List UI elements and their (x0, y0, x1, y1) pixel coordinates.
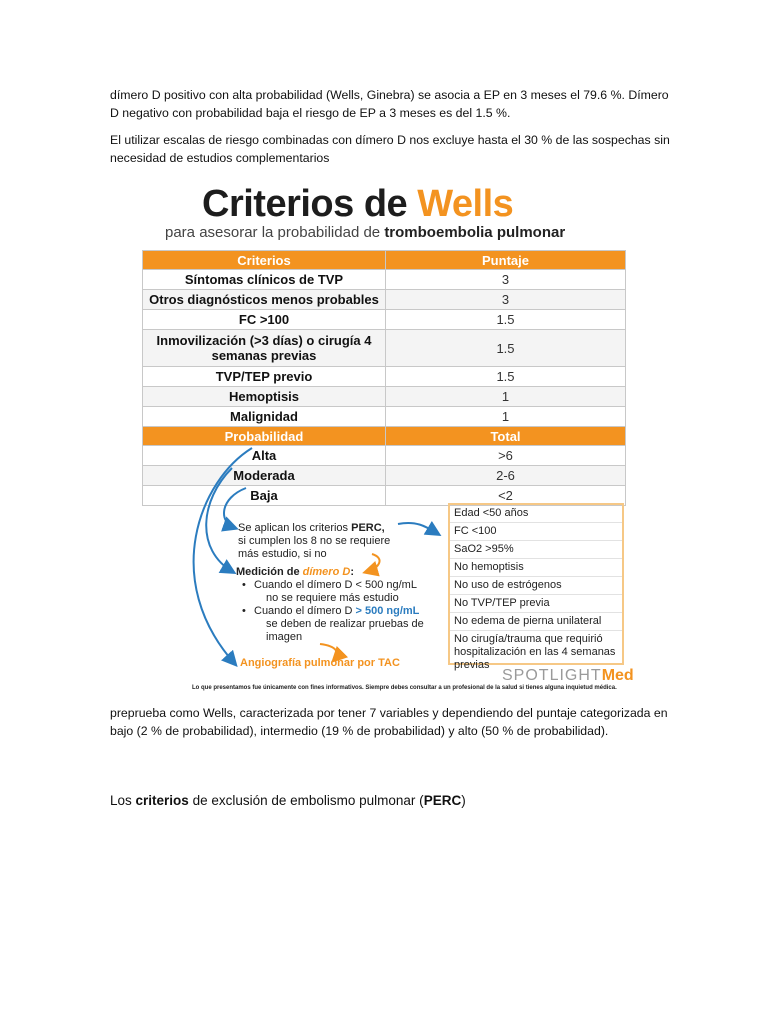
dimer-bullet2-prefix: Cuando el dímero D (254, 605, 356, 617)
logo-grey-part: SPOTLIGHT (502, 667, 602, 684)
criterion-score: 1.5 (386, 367, 626, 387)
dimer-bullet1-line1: Cuando el dímero D < 500 ng/mL (254, 579, 417, 591)
criterion-score: 1.5 (386, 330, 626, 367)
probability-header: Probabilidad (143, 427, 386, 446)
angio-label: Angiografía pulmonar por TAC (240, 657, 400, 669)
criterion-score: 1 (386, 387, 626, 407)
probability-total: 2-6 (386, 466, 626, 486)
list-item: FC <100 (450, 523, 622, 541)
list-item: No uso de estrógenos (450, 577, 622, 595)
criterion-name: Síntomas clínicos de TVP (143, 270, 386, 290)
criterion-name: FC >100 (143, 310, 386, 330)
criterion-score: 1 (386, 407, 626, 427)
total-header: Total (386, 427, 626, 446)
dimer-bullet2-line2: se deben de realizar pruebas de imagen (266, 618, 424, 643)
criterion-score: 1.5 (386, 310, 626, 330)
perc-note-rest: si cumplen los 8 no se requiere más estudio, si no (238, 535, 391, 560)
perc-heading-bold2: PERC (423, 793, 462, 808)
paragraph-wells-summary: preprueba como Wells, caracterizada por tener 7 variables y dependiendo del puntaje categorizada en bajo (2 % de probabilidad), intermedio (19 % de probabilidad) y alto (50 % de probabilidad). (110, 706, 668, 738)
criteria-header: Criterios (143, 251, 386, 270)
list-item: No hemoptisis (450, 559, 622, 577)
perc-criteria-list (448, 503, 624, 671)
paragraph-dimer-probability: dímero D positivo con alta probabilidad (Wells, Ginebra) se asocia a EP en 3 meses el 79.6 %. Dímero D negativo con probabilidad baja el riesgo de EP a 3 meses es del 1.5 %. (110, 88, 669, 120)
spotlight-logo (502, 667, 634, 685)
dimer-note (236, 566, 446, 644)
perc-heading-mid: de exclusión de embolismo pulmonar ( (188, 793, 424, 808)
probability-total: <2 (386, 486, 626, 506)
perc-heading (110, 792, 670, 810)
perc-note-prefix: Se aplican los criterios (238, 522, 352, 534)
dimer-title (236, 566, 446, 579)
disclaimer: Lo que presentamos fue únicamente con fines informativos. Siempre debes consultar a un profesional de la salud si tienes alguna inquietud médica. (192, 685, 617, 691)
dimer-bullet1-line2: no se requiere más estudio (266, 592, 399, 604)
arrow-moderada-to-dimer (206, 468, 233, 572)
probability-name: Moderada (143, 466, 386, 486)
criterion-name: Malignidad (143, 407, 386, 427)
title-dark-part: Criterios de (202, 183, 418, 225)
logo-orange-part: Med (601, 667, 634, 684)
subtitle-prefix: para asesorar la probabilidad de (165, 224, 385, 241)
probability-name: Alta (143, 446, 386, 466)
dimer-bullet-high (236, 605, 446, 644)
probability-name: Baja (143, 486, 386, 506)
title-orange-part: Wells (417, 183, 514, 225)
criterion-name: TVP/TEP previo (143, 367, 386, 387)
dimer-title-suffix: : (350, 566, 354, 578)
perc-heading-prefix: Los (110, 793, 136, 808)
criterion-score: 3 (386, 270, 626, 290)
perc-heading-bold1: criterios (135, 793, 189, 808)
criterion-score: 3 (386, 290, 626, 310)
dimer-title-italic: dímero D (302, 566, 351, 578)
paragraph-risk-scales: El utilizar escalas de riesgo combinadas con dímero D nos excluye hasta el 30 % de las sospechas sin necesidad de estudios complementarios (110, 133, 670, 165)
dimer-title-prefix: Medición de (236, 566, 303, 578)
perc-note-bold: PERC, (351, 522, 385, 534)
subtitle-bold: tromboembolia pulmonar (384, 224, 566, 241)
list-item: No edema de pierna unilateral (450, 613, 622, 631)
dimer-bullet-low (236, 579, 446, 605)
wells-criteria-figure (140, 180, 634, 692)
list-item: No cirugía/trauma que requirió hospitalización en las 4 semanas previas (454, 633, 616, 671)
criterion-name: Otros diagnósticos menos probables (143, 290, 386, 310)
dimer-bullet2-threshold: > 500 ng/mL (355, 605, 420, 617)
criterion-name: Hemoptisis (143, 387, 386, 407)
list-item: Edad <50 años (450, 505, 622, 523)
score-header: Puntaje (386, 251, 626, 270)
perc-heading-suffix: ) (461, 793, 466, 808)
perc-note (238, 522, 408, 561)
probability-total: >6 (386, 446, 626, 466)
list-item: No TVP/TEP previa (450, 595, 622, 613)
criterion-name: Inmovilización (>3 días) o cirugía 4 semanas previas (143, 330, 386, 367)
list-item: SaO2 >95% (450, 541, 622, 559)
